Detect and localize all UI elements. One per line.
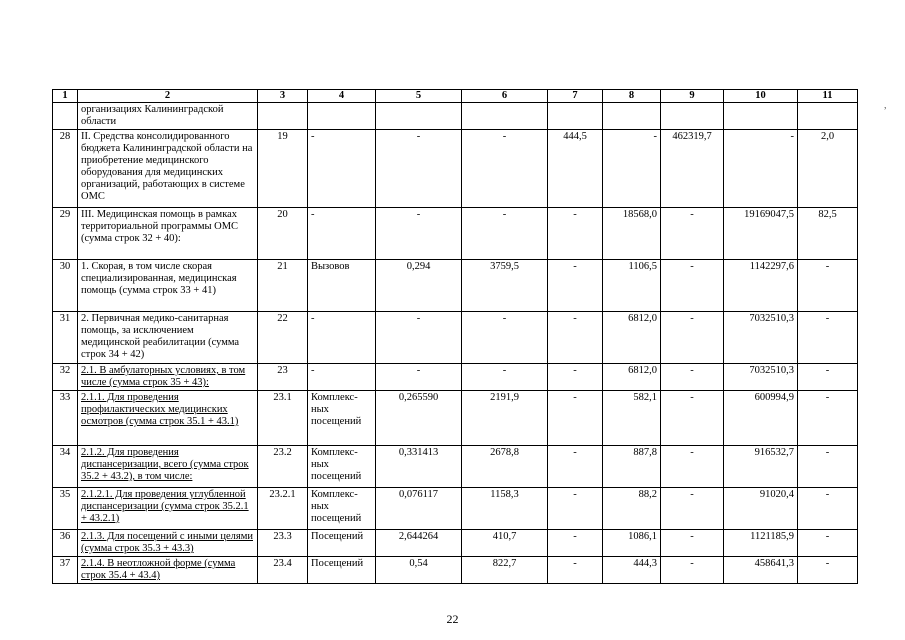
table-cell: 7032510,3: [724, 312, 798, 364]
table-cell: -: [376, 208, 462, 260]
table-cell: [53, 103, 78, 130]
table-cell: -: [798, 391, 858, 446]
table-row: [53, 488, 858, 530]
table-cell: 444,5: [548, 130, 603, 208]
table-cell: 19169047,5: [724, 208, 798, 260]
table-cell: 1086,1: [603, 530, 661, 557]
table-cell: 7032510,3: [724, 364, 798, 391]
table-cell: 23.4: [258, 557, 308, 584]
header-cell: 4: [308, 90, 376, 103]
table-cell: -: [603, 130, 661, 208]
table-cell: 23: [258, 364, 308, 391]
table-cell: -: [376, 130, 462, 208]
table-cell: 1142297,6: [724, 260, 798, 312]
table-cell: -: [661, 446, 724, 488]
table-cell: 18568,0: [603, 208, 661, 260]
table-cell: -: [724, 130, 798, 208]
header-cell: 7: [548, 90, 603, 103]
row-label-cell: 2.1.1. Для проведения профилактических медицинских осмотров (сумма строк 35.1 + 43.1): [78, 391, 258, 446]
row-label-cell: III. Медицинская помощь в рамках территориальной программы ОМС (сумма строк 32 + 40):: [78, 208, 258, 260]
table-cell: 37: [53, 557, 78, 584]
table-row: [53, 364, 858, 391]
table-cell: -: [661, 391, 724, 446]
table-row: [53, 208, 858, 260]
row-label-cell: 2.1.2.1. Для проведения углубленной диспансеризации (сумма строк 35.2.1 + 43.2.1): [78, 488, 258, 530]
table-cell: 0,294: [376, 260, 462, 312]
table-cell: -: [308, 364, 376, 391]
table-cell: 444,3: [603, 557, 661, 584]
table-cell: -: [798, 488, 858, 530]
table-cell: 28: [53, 130, 78, 208]
header-row: [53, 90, 858, 103]
table-cell: -: [548, 530, 603, 557]
table-cell: 6812,0: [603, 364, 661, 391]
table-cell: 82,5: [798, 208, 858, 260]
row-label-cell: 2.1. В амбулаторных условиях, в том числе (сумма строк 35 + 43):: [78, 364, 258, 391]
table-row: [53, 530, 858, 557]
header-cell: 5: [376, 90, 462, 103]
table-cell: 20: [258, 208, 308, 260]
table-cell: 582,1: [603, 391, 661, 446]
table-cell: 887,8: [603, 446, 661, 488]
table-row: [53, 312, 858, 364]
header-cell: 9: [661, 90, 724, 103]
header-cell: 2: [78, 90, 258, 103]
table-cell: 1121185,9: [724, 530, 798, 557]
table-cell: -: [798, 364, 858, 391]
page-number: 22: [446, 612, 459, 626]
table-cell: 2678,8: [462, 446, 548, 488]
header-cell: 6: [462, 90, 548, 103]
table-cell: 33: [53, 391, 78, 446]
table-cell: 36: [53, 530, 78, 557]
table-cell: -: [376, 312, 462, 364]
table-cell: 23.1: [258, 391, 308, 446]
row-label-cell: 2. Первичная медико-санитарная помощь, за исключением медицинской реабилитации (сумма строк 34 + 42): [78, 312, 258, 364]
table-cell: 916532,7: [724, 446, 798, 488]
table-cell: -: [661, 488, 724, 530]
row-label-cell: II. Средства консолидированного бюджета Калининградской области на приобретение медицинского оборудования для медицинских организаций, работающих в системе ОМС: [78, 130, 258, 208]
table-cell: 2191,9: [462, 391, 548, 446]
table-cell: -: [548, 260, 603, 312]
table-cell: 3759,5: [462, 260, 548, 312]
table-cell: -: [661, 530, 724, 557]
table-cell: 88,2: [603, 488, 661, 530]
table-cell: 410,7: [462, 530, 548, 557]
table-cell: 22: [258, 312, 308, 364]
table-cell: -: [462, 364, 548, 391]
row-label-cell: 1. Скорая, в том числе скорая специализированная, медицинская помощь (сумма строк 33 + 41): [78, 260, 258, 312]
table-cell: -: [308, 312, 376, 364]
table-row: [53, 391, 858, 446]
table-cell: [724, 103, 798, 130]
table-cell: 6812,0: [603, 312, 661, 364]
table-cell: -: [661, 260, 724, 312]
table-cell: 29: [53, 208, 78, 260]
header-cell: 10: [724, 90, 798, 103]
table-cell: -: [308, 208, 376, 260]
table-cell: 19: [258, 130, 308, 208]
table-cell: 1106,5: [603, 260, 661, 312]
table-cell: Вызовов: [308, 260, 376, 312]
table-cell: -: [548, 208, 603, 260]
table-cell: -: [462, 130, 548, 208]
table-cell: -: [376, 364, 462, 391]
table-cell: 23.2: [258, 446, 308, 488]
header-cell: 8: [603, 90, 661, 103]
table-cell: Посещений: [308, 557, 376, 584]
table-cell: -: [661, 557, 724, 584]
table-cell: [798, 103, 858, 130]
table-cell: 30: [53, 260, 78, 312]
table-cell: [376, 103, 462, 130]
table-cell: 0,076117: [376, 488, 462, 530]
row-label-cell: организациях Калининградской области: [78, 103, 258, 130]
table-cell: 23.2.1: [258, 488, 308, 530]
table-cell: -: [548, 446, 603, 488]
row-label-cell: 2.1.3. Для посещений с иными целями (сумма строк 35.3 + 43.3): [78, 530, 258, 557]
table-cell: [308, 103, 376, 130]
table-cell: 32: [53, 364, 78, 391]
table-cell: -: [661, 364, 724, 391]
table-cell: -: [462, 208, 548, 260]
table-cell: 600994,9: [724, 391, 798, 446]
table-cell: 21: [258, 260, 308, 312]
table-row: [53, 130, 858, 208]
table-cell: -: [548, 557, 603, 584]
table-cell: -: [661, 208, 724, 260]
table-cell: 31: [53, 312, 78, 364]
table-cell: -: [798, 312, 858, 364]
table-row: [53, 260, 858, 312]
table-cell: Комплекс-ных посещений: [308, 446, 376, 488]
budget-table: [52, 89, 858, 584]
table-cell: 2,0: [798, 130, 858, 208]
table-cell: -: [548, 488, 603, 530]
table-cell: -: [798, 557, 858, 584]
table-cell: -: [661, 312, 724, 364]
stray-mark: ,: [884, 100, 887, 111]
table-cell: 0,265590: [376, 391, 462, 446]
table-row: [53, 103, 858, 130]
table-cell: -: [548, 312, 603, 364]
header-cell: 1: [53, 90, 78, 103]
table-cell: 462319,7: [661, 130, 724, 208]
table-cell: -: [798, 260, 858, 312]
header-cell: 3: [258, 90, 308, 103]
table-cell: 91020,4: [724, 488, 798, 530]
table-cell: 822,7: [462, 557, 548, 584]
table-cell: -: [798, 530, 858, 557]
table-cell: 35: [53, 488, 78, 530]
table-cell: [258, 103, 308, 130]
table-cell: [548, 103, 603, 130]
table-cell: Комплекс-ных посещений: [308, 488, 376, 530]
table-cell: Посещений: [308, 530, 376, 557]
table-cell: Комплекс-ных посещений: [308, 391, 376, 446]
table-cell: 0,331413: [376, 446, 462, 488]
table-cell: 1158,3: [462, 488, 548, 530]
table-cell: 0,54: [376, 557, 462, 584]
table-row: [53, 446, 858, 488]
table-cell: 458641,3: [724, 557, 798, 584]
row-label-cell: 2.1.4. В неотложной форме (сумма строк 35.4 + 43.4): [78, 557, 258, 584]
table-cell: [661, 103, 724, 130]
table-cell: -: [308, 130, 376, 208]
table-cell: 23.3: [258, 530, 308, 557]
row-label-cell: 2.1.2. Для проведения диспансеризации, всего (сумма строк 35.2 + 43.2), в том числе:: [78, 446, 258, 488]
table-cell: 2,644264: [376, 530, 462, 557]
table-row: [53, 557, 858, 584]
table-cell: [462, 103, 548, 130]
table-cell: [603, 103, 661, 130]
table-cell: -: [548, 364, 603, 391]
table-cell: -: [462, 312, 548, 364]
table-cell: 34: [53, 446, 78, 488]
header-cell: 11: [798, 90, 858, 103]
table-cell: -: [548, 391, 603, 446]
table-cell: -: [798, 446, 858, 488]
